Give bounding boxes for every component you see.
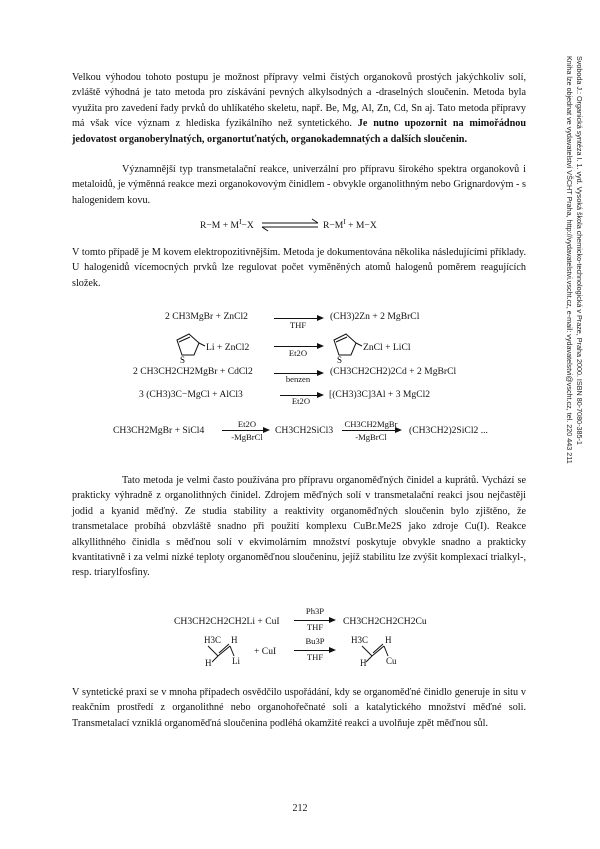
vinyl-2-cu: Cu <box>386 656 397 666</box>
cu-reaction-1-right: CH3CH2CH2CH2Cu <box>343 616 427 627</box>
reaction-4-right: [(CH3)3C]3Al + 3 MgCl2 <box>329 389 431 400</box>
vinyl-2-h-bottom: H <box>360 658 367 668</box>
cu-reaction-1-arrow <box>294 620 334 621</box>
equilibrium-arrows <box>0 216 600 236</box>
side-citation <box>562 56 584 796</box>
reaction-1-right: (CH3)2Zn + 2 MgBrCl <box>330 311 420 322</box>
general-equation-right: $R-M^I + M-X$ <box>323 218 377 232</box>
reaction-5-condition-2-top: CH3CH2MgBr <box>344 419 398 429</box>
reaction-5-condition-top: Et2O <box>237 419 257 429</box>
citation-line-1: Svoboda J.: Organická syntéza I. 1. vyd. Vysoká škola chemicko-technologická v Praze, Praha 2000. ISBN 80-7080-385-1 <box>575 56 584 445</box>
cu-reaction-2-plus: + CuI <box>254 646 277 657</box>
paragraph-3: V tomto případě je M kovem elektropozitivnějším. Metoda je dokumentována několika následujícími příklady. U halogenidů vícemocných prvků lze regulovat počet vyměněných atomů halogenů poměrem reagujících složek. <box>72 247 526 289</box>
reaction-2-arrow <box>274 346 322 347</box>
vinyl-1-li: Li <box>232 656 240 666</box>
vinyl-2-h-top: H <box>385 635 392 645</box>
reaction-3-left: 2 CH3CH2CH2MgBr + CdCl2 <box>133 366 253 377</box>
paragraph-1 <box>72 70 526 147</box>
paragraph-2: Významnější typ transmetalační reakce, univerzální pro přípravu širokého spektra organokovů i metaloidů, je výměnná reakce mezi organokovovým činidlem - obvykle organolithným nebo Grignardovým - s halogenidem kovu. <box>72 164 526 206</box>
reaction-5-arrow-1 <box>222 430 268 431</box>
paragraph-5: V syntetické praxi se v mnoha případech osvědčilo uspořádání, kdy se organoměďné činidlo generuje in situ v reakčním prostředí z organolithné nebo organohořečnaté soli a katalytického množství měďné soli. Transmetalací vzniklá organoměďná sloučenina podléhá okamžité reakci a uvolňuje zpět měďnou sůl. <box>72 687 526 729</box>
reaction-5-condition-2-bottom: -MgBrCl <box>355 432 387 442</box>
reaction-1-arrow <box>274 318 322 319</box>
reaction-3-right: (CH3CH2CH2)2Cd + 2 MgBrCl <box>330 366 457 377</box>
page-number: 212 <box>292 803 308 814</box>
reaction-4-left: 3 (CH3)3C−MgCl + AlCl3 <box>139 389 243 400</box>
vinyl-1-h-bottom: H <box>205 658 212 668</box>
reaction-2-left: Li + ZnCl2 <box>206 342 250 353</box>
cu-reaction-2-arrow <box>294 650 334 651</box>
reaction-5-arrow-2 <box>342 430 400 431</box>
reaction-2-condition: Et2O <box>288 348 308 358</box>
reaction-1-left: 2 CH3MgBr + ZnCl2 <box>165 311 248 322</box>
reaction-4-condition: Et2O <box>291 396 311 406</box>
vinyl-2-h3c: H3C <box>351 635 369 645</box>
reaction-5-left: CH3CH2MgBr + SiCl4 <box>113 425 205 436</box>
paragraph-4: Tato metoda je velmi často používána pro přípravu organoměďných činidel a kuprátů. Vychází se prakticky výhradně z organolithných činidel. Zdrojem měďných solí v transmetalační reakci jsou nejčastěji jodid a kyanid měďný. Ze studia stability a reaktivity organoměďných sloučenin bylo zjištěno, že transmetalace probíhá obzvláště snadno při použití komplexu CuBr.Me2S jako zdroje Cu(I). Reakce alkyllithného činidla s měďnou solí v ekvimolárním množství poskytuje obvykle snadno a prakticky kvantitativně i za velmi nízké teploty organoměďnou sloučeninu, jejíž stabilitu lze zvýšit komplexací trialkyl-, resp. triarylfosfiny. <box>72 475 526 579</box>
paragraph-1-warning: Je nutno upozornit na mimořádnou jedovatost organoberylnatých, organortuťnatých, organokademnatých a dalších sloučenin. <box>72 118 526 145</box>
reaction-5-right: (CH3CH2)2SiCl2 ... <box>409 425 488 436</box>
vinyl-1-h3c: H3C <box>204 635 222 645</box>
vinyl-1-h-top: H <box>231 635 238 645</box>
cu-reaction-2-condition-bottom: THF <box>306 652 324 662</box>
reaction-5-intermediate: CH3CH2SiCl3 <box>275 425 334 436</box>
reaction-3-condition: benzen <box>285 374 311 384</box>
cu-reaction-1-left: CH3CH2CH2CH2Li + CuI <box>174 616 280 627</box>
cu-reaction-1-condition-bottom: THF <box>306 622 324 632</box>
cu-reaction-1-condition-top: Ph3P <box>305 606 325 616</box>
reaction-5-condition-bottom: -MgBrCl <box>231 432 263 442</box>
sulfur-atom-2: S <box>337 355 343 365</box>
cu-reaction-2-condition-top: Bu3P <box>305 636 325 646</box>
reaction-2-right: ZnCl + LiCl <box>363 342 411 353</box>
citation-line-2: Kniha lze objednat ve vydavatelství VŠCHT Praha, http://vydavatelstvi.vscht.cz, e-mail: vydavatelstvi@vscht.cz, tel. 220 443 211 <box>565 56 575 464</box>
paragraph-1-text: Velkou výhodou tohoto postupu je možnost přípravy velmi čistých organokovů prostých jakýchkoliv solí, zvláště výhodná je tato metoda pro získávání pevných alkylsodných a -draselných sloučenin. Metoda byla využita pro zavedení řady prvků do uhlíkatého skeletu, např. Be, Mg, Al, Zn, Cd, Sn aj. Tato metoda přípravy má však více význam z hlediska fyzikálního než syntetického. <box>72 72 526 130</box>
general-equation-left: $R-M + M^I-X$ <box>200 218 254 232</box>
sulfur-atom-1: S <box>180 355 186 365</box>
reaction-1-condition: THF <box>289 320 307 330</box>
